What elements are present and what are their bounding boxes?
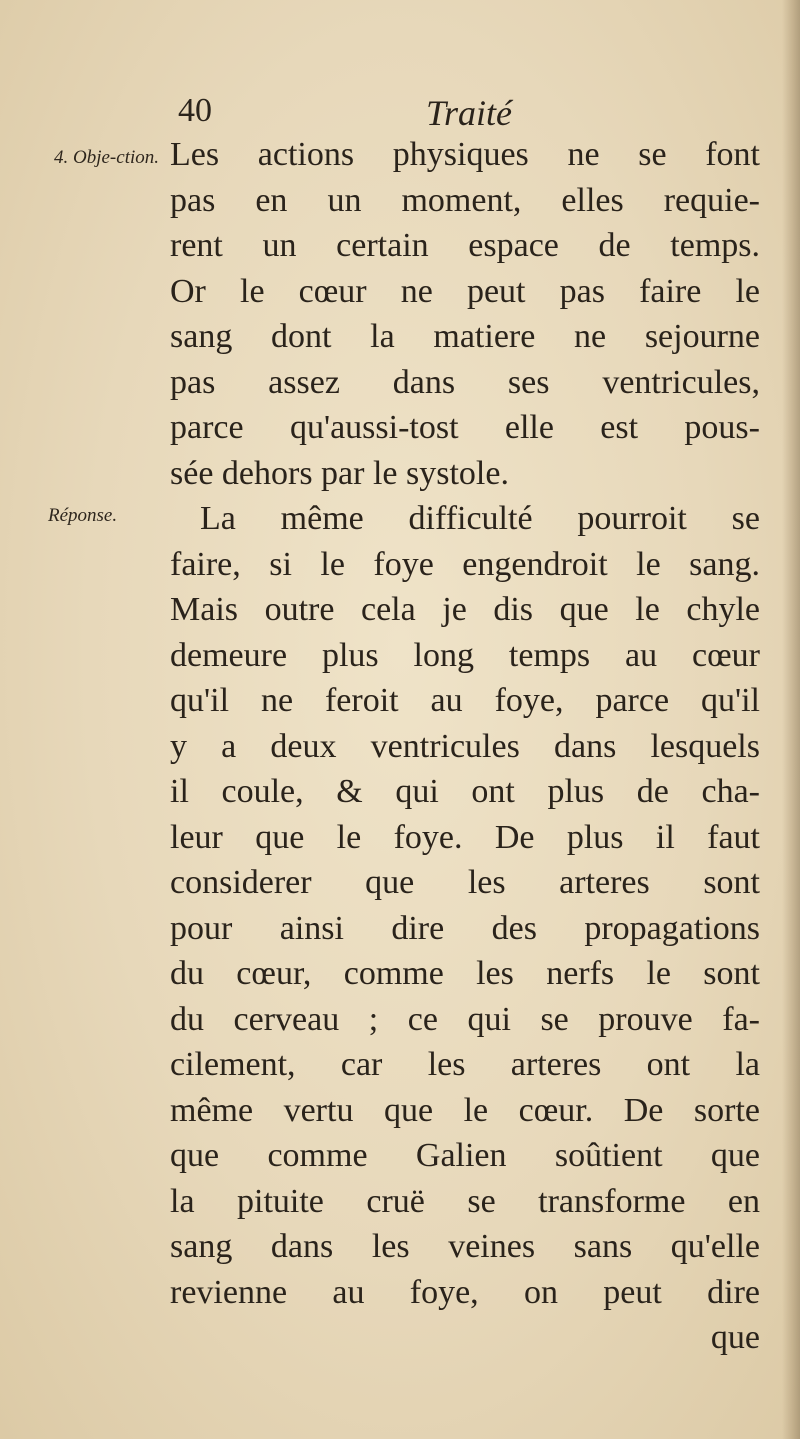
page-header xyxy=(0,92,800,136)
text-line: pas assez dans ses ventricules, xyxy=(170,363,760,401)
text-line: du cœur, comme les nerfs le sont xyxy=(170,955,760,992)
text-line: sée dehors par le systole. xyxy=(170,454,509,492)
page-number: 40 xyxy=(178,92,212,129)
page-edge-shadow xyxy=(782,0,800,1439)
text-line: sang dans les veines sans qu'elle xyxy=(170,1228,760,1265)
text-line: faire, si le foye engendroit le sang. xyxy=(170,545,760,583)
body-text xyxy=(170,132,760,1361)
margin-note-response: Réponse. xyxy=(48,505,118,526)
text-line: du cerveau ; ce qui se prouve fa- xyxy=(170,1000,760,1038)
catchword: que xyxy=(710,1319,760,1356)
text-line: même vertu que le cœur. De sorte xyxy=(170,1091,760,1129)
text-line: sang dont la matiere ne sejourne xyxy=(170,318,760,355)
text-line: demeure plus long temps au cœur xyxy=(170,636,760,674)
text-line: parce qu'aussi-tost elle est pous- xyxy=(170,409,760,446)
text-line: il coule, & qui ont plus de cha- xyxy=(170,773,760,810)
margin-note-objection: 4. Obje-ction. xyxy=(54,147,160,168)
text-line: La même difficulté pourroit se xyxy=(200,500,760,537)
running-title: Traité xyxy=(426,93,513,133)
text-line: Or le cœur ne peut pas faire le xyxy=(170,272,760,310)
text-line: que comme Galien soûtient que xyxy=(170,1137,760,1174)
text-line: Les actions physiques ne se font xyxy=(170,136,760,173)
text-line: y a deux ventricules dans lesquels xyxy=(170,727,760,765)
text-line: considerer que les arteres sont xyxy=(170,864,760,901)
text-line: revienne au foye, on peut dire xyxy=(170,1273,760,1311)
text-line: leur que le foye. De plus il faut xyxy=(170,818,760,856)
text-line: la pituite cruë se transforme en xyxy=(170,1182,760,1220)
text-line: qu'il ne feroit au foye, parce qu'il xyxy=(170,682,760,719)
text-line: pas en un moment, elles requie- xyxy=(170,181,760,219)
text-line: pour ainsi dire des propagations xyxy=(170,909,760,947)
text-line: rent un certain espace de temps. xyxy=(170,227,760,264)
text-line: Mais outre cela je dis que le chyle xyxy=(170,591,760,628)
text-line: cilement, car les arteres ont la xyxy=(170,1046,760,1083)
